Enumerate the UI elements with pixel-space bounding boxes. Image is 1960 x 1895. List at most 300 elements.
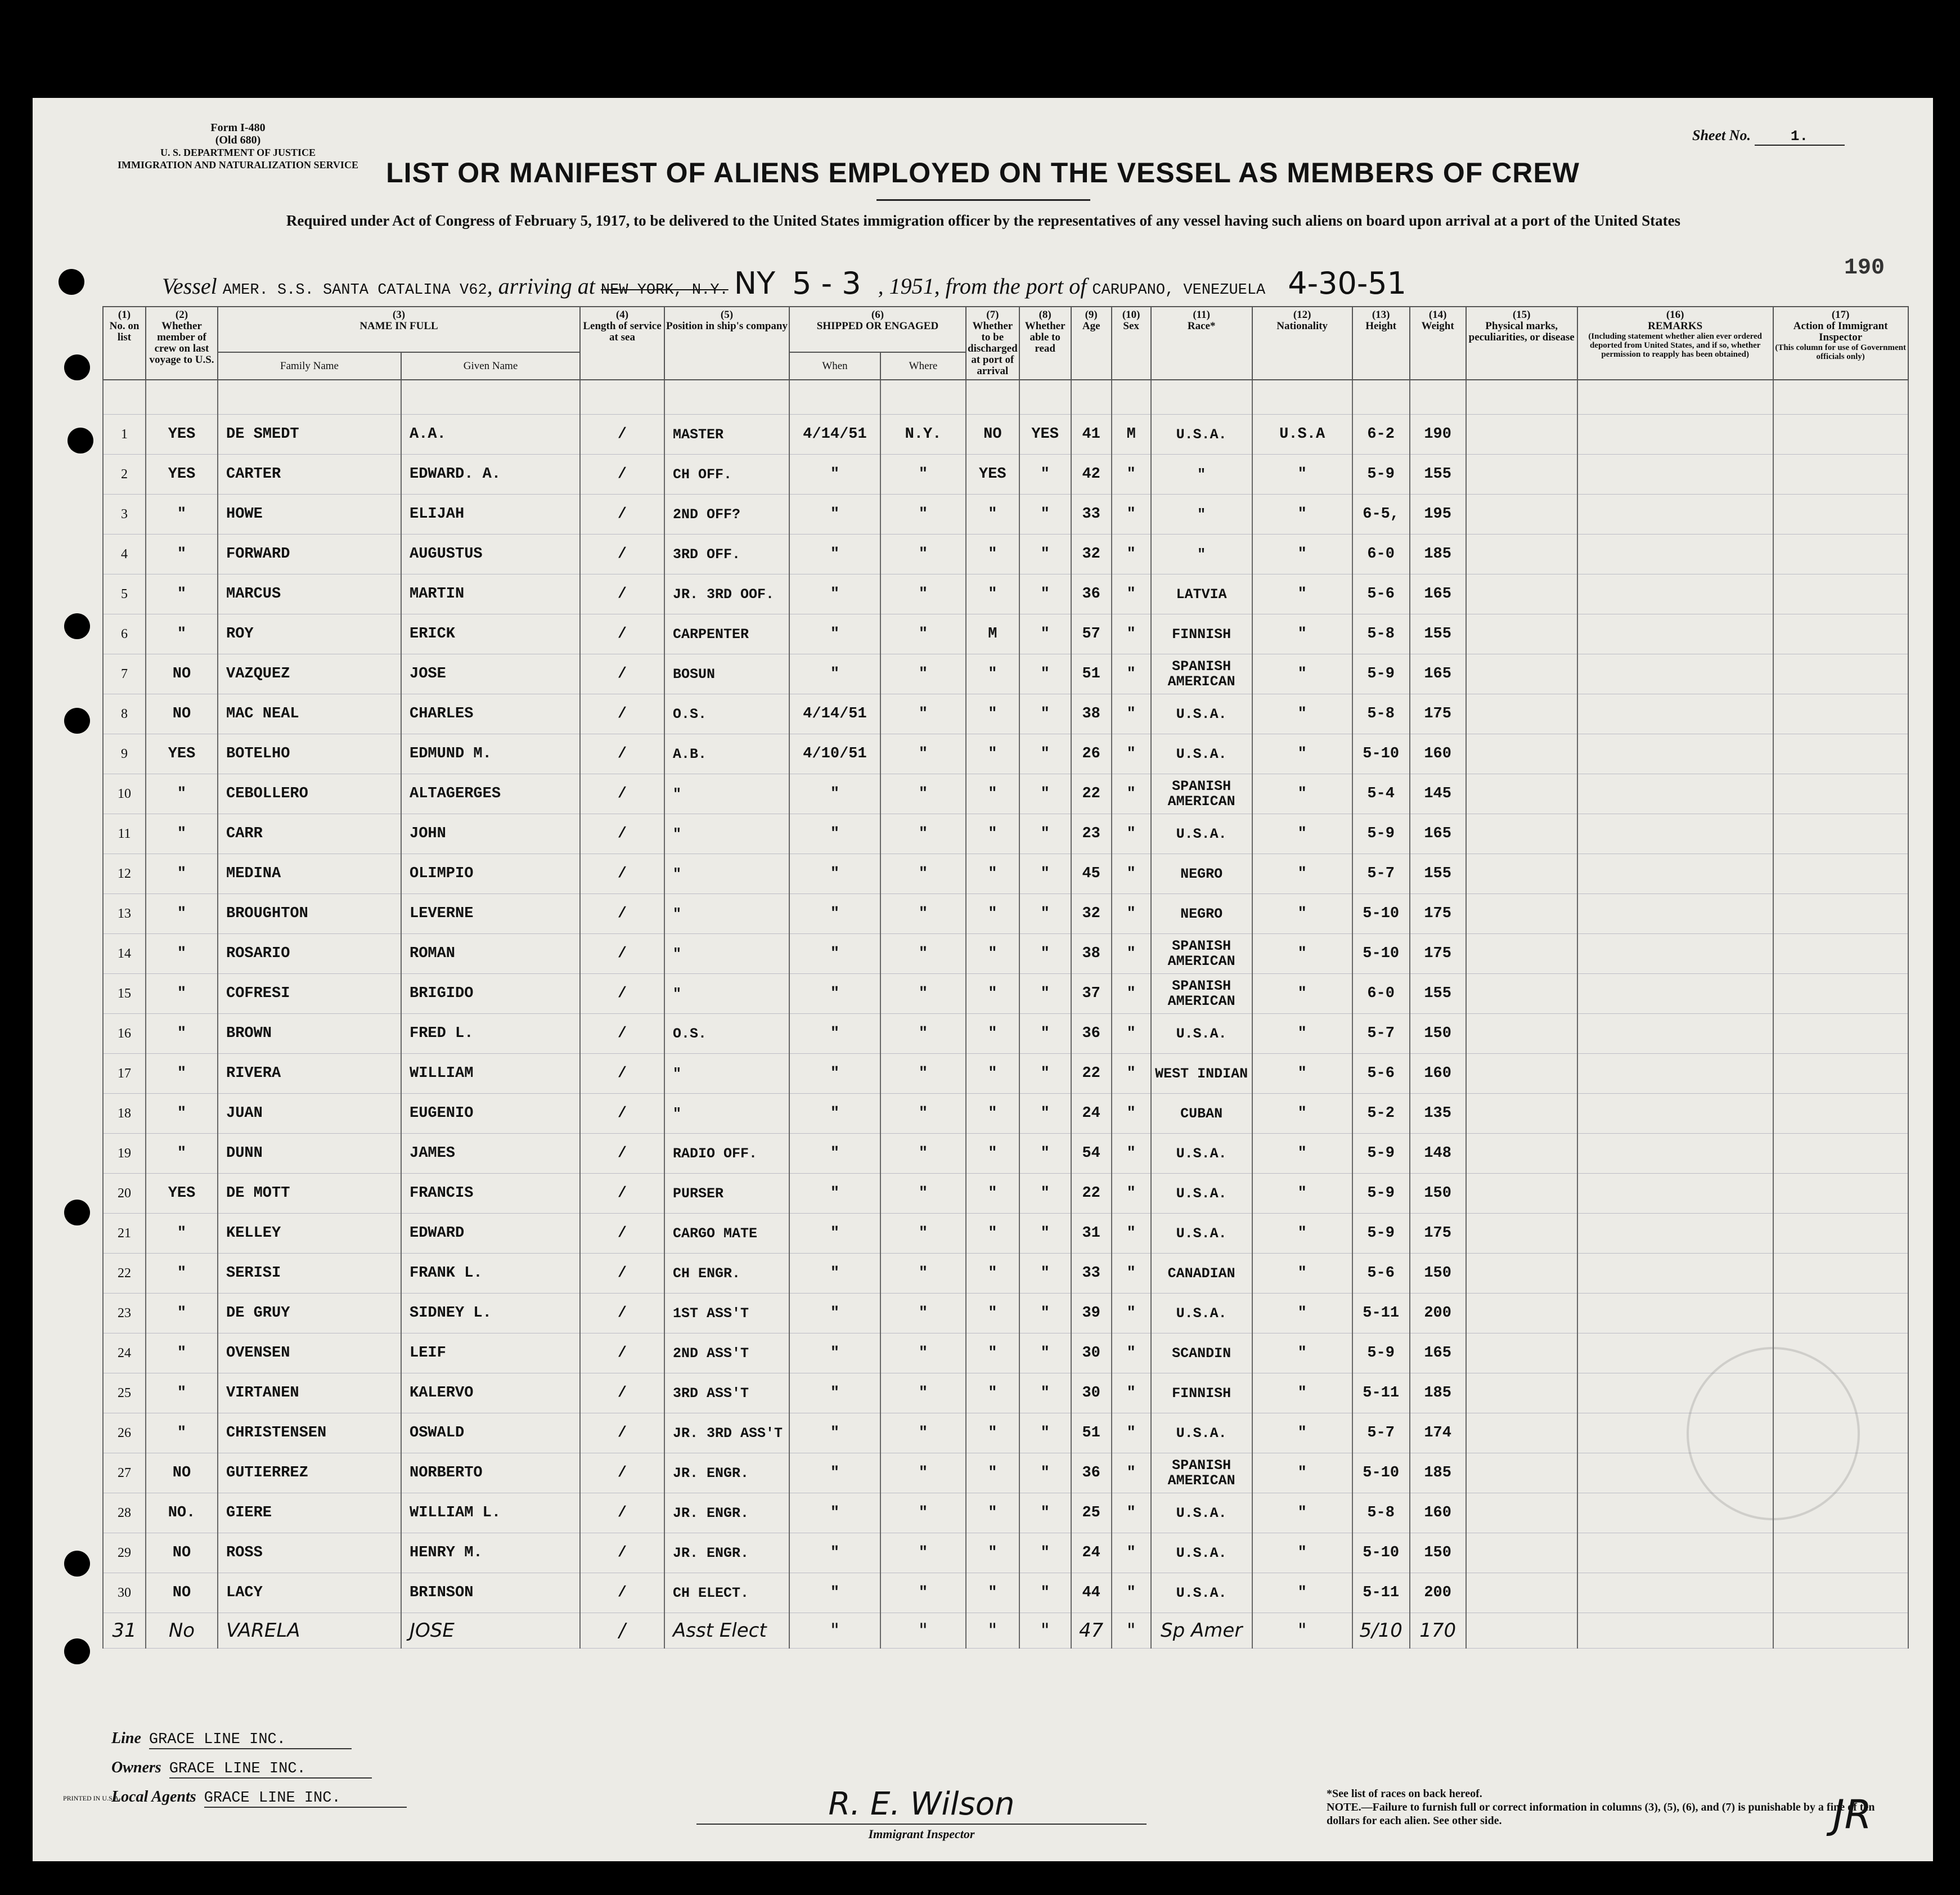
cell-nationality: " [1252, 1413, 1352, 1453]
table-row [103, 1254, 1908, 1294]
cell-position: " [664, 974, 789, 1014]
cell-given-name: WILLIAM L. [401, 1493, 580, 1533]
col-header-height: (13) Height [1352, 307, 1410, 380]
cell-service-length: / [580, 1054, 664, 1094]
cell-row-number: 27 [103, 1453, 146, 1493]
cell-service-length: / [580, 854, 664, 894]
cell-position: O.S. [664, 1014, 789, 1054]
cell-family-name: GUTIERREZ [218, 1453, 401, 1493]
table-row [103, 1413, 1908, 1453]
agents-label: Local Agents [111, 1788, 196, 1806]
manifest-sheet [33, 98, 1933, 1861]
cell-position: JR. ENGR. [664, 1453, 789, 1493]
cell-age: 33 [1071, 495, 1112, 535]
cell-height: 5-8 [1352, 614, 1410, 654]
cell-discharged: " [966, 734, 1019, 774]
inspector-signature: R. E. Wilson [828, 1786, 1015, 1822]
cell-given-name: FRANK L. [401, 1254, 580, 1294]
cell-weight: 175 [1410, 694, 1466, 734]
cell-position: " [664, 1094, 789, 1134]
cell-physical-marks [1466, 1573, 1577, 1613]
cell-given-name: BRINSON [401, 1573, 580, 1613]
cell-position: A.B. [664, 734, 789, 774]
cell-able-to-read: " [1019, 694, 1071, 734]
cell-shipped-where: " [880, 1094, 966, 1134]
cell-shipped-when: " [789, 814, 880, 854]
cell-able-to-read: " [1019, 614, 1071, 654]
cell-family-name: BROUGHTON [218, 894, 401, 934]
cell-able-to-read: " [1019, 1054, 1071, 1094]
col-header-no: (1) No. on list [103, 307, 146, 380]
cell-position: 2ND OFF? [664, 495, 789, 535]
cell-row-number: 17 [103, 1054, 146, 1094]
cell-age: 36 [1071, 574, 1112, 614]
cell-height: 5-8 [1352, 694, 1410, 734]
cell-age: 54 [1071, 1134, 1112, 1174]
cell-service-length: / [580, 894, 664, 934]
cell-given-name: A.A. [401, 415, 580, 455]
cell-family-name: ROY [218, 614, 401, 654]
cell-row-number: 14 [103, 934, 146, 974]
cell-given-name: OSWALD [401, 1413, 580, 1453]
col-header-where: Where [880, 352, 966, 380]
table-row [103, 1533, 1908, 1573]
cell-position: 3RD OFF. [664, 535, 789, 574]
cell-able-to-read: " [1019, 1453, 1071, 1493]
cell-remarks [1577, 854, 1773, 894]
cell-age: 44 [1071, 1573, 1112, 1613]
table-row [103, 774, 1908, 814]
table-row [103, 934, 1908, 974]
cell-age: 36 [1071, 1453, 1112, 1493]
cell-shipped-when: " [789, 495, 880, 535]
cell-sex: " [1112, 1214, 1151, 1254]
cell-race: NEGRO [1151, 854, 1252, 894]
cell-sex: " [1112, 1134, 1151, 1174]
cell-shipped-when: " [789, 535, 880, 574]
cell-shipped-when: " [789, 455, 880, 495]
cell-inspector-action [1773, 774, 1908, 814]
col-header-given-name: Given Name [401, 352, 580, 380]
cell-shipped-where: " [880, 1453, 966, 1493]
cell-sex: " [1112, 814, 1151, 854]
cell-shipped-when: " [789, 974, 880, 1014]
cell-height: 5-4 [1352, 774, 1410, 814]
cell-physical-marks [1466, 614, 1577, 654]
cell-height: 5-2 [1352, 1094, 1410, 1134]
cell-nationality: " [1252, 1333, 1352, 1373]
cell-shipped-where: " [880, 1413, 966, 1453]
cell-sex: " [1112, 734, 1151, 774]
cell-family-name: DE GRUY [218, 1294, 401, 1333]
cell-inspector-action [1773, 574, 1908, 614]
cell-nationality: " [1252, 1493, 1352, 1533]
cell-given-name: KALERVO [401, 1373, 580, 1413]
cell-nationality: " [1252, 614, 1352, 654]
cell-age: 45 [1071, 854, 1112, 894]
cell-sex: " [1112, 1413, 1151, 1453]
cell-race: U.S.A. [1151, 1174, 1252, 1214]
cell-service-length: / [580, 1094, 664, 1134]
cell-discharged: " [966, 894, 1019, 934]
cell-shipped-where: " [880, 535, 966, 574]
cell-weight: 135 [1410, 1094, 1466, 1134]
cell-inspector-action [1773, 415, 1908, 455]
cell-weight: 155 [1410, 614, 1466, 654]
cell-height: 5-9 [1352, 1174, 1410, 1214]
cell-service-length: / [580, 1573, 664, 1613]
cell-position: MASTER [664, 415, 789, 455]
cell-race: U.S.A. [1151, 694, 1252, 734]
cell-nationality: " [1252, 1214, 1352, 1254]
cell-row-number: 22 [103, 1254, 146, 1294]
cell-weight: 195 [1410, 495, 1466, 535]
cell-able-to-read: " [1019, 1014, 1071, 1054]
cell-age: 51 [1071, 1413, 1112, 1453]
cell-shipped-when: " [789, 1533, 880, 1573]
cell-physical-marks [1466, 974, 1577, 1014]
cell-shipped-where: " [880, 774, 966, 814]
cell-nationality: " [1252, 535, 1352, 574]
cell-inspector-action [1773, 535, 1908, 574]
cell-family-name: JUAN [218, 1094, 401, 1134]
col-header-read: (8) Whether able to read [1019, 307, 1071, 380]
cell-last-voyage: NO [146, 654, 218, 694]
cell-age: 26 [1071, 734, 1112, 774]
cell-last-voyage: NO [146, 694, 218, 734]
page-subtitle: Required under Act of Congress of February 5, 1917, to be delivered to the United States immigration officer by the representatives of any vessel having such aliens on board upon arrival at a port of the United States [286, 212, 1681, 229]
cell-position: " [664, 1054, 789, 1094]
cell-given-name: AUGUSTUS [401, 535, 580, 574]
cell-given-name: HENRY M. [401, 1533, 580, 1573]
cell-shipped-where: " [880, 1254, 966, 1294]
cell-sex: " [1112, 495, 1151, 535]
cell-remarks [1577, 1174, 1773, 1214]
cell-nationality: " [1252, 455, 1352, 495]
sheet-number-value: 1. [1755, 128, 1845, 146]
cell-position: CARGO MATE [664, 1214, 789, 1254]
cell-nationality: " [1252, 854, 1352, 894]
crew-rows [103, 380, 1908, 1649]
inspector-label: Immigrant Inspector [696, 1824, 1147, 1842]
cell-weight: 165 [1410, 654, 1466, 694]
cell-row-number: 12 [103, 854, 146, 894]
cell-weight: 175 [1410, 1214, 1466, 1254]
cell-inspector-action [1773, 854, 1908, 894]
cell-able-to-read: " [1019, 455, 1071, 495]
from-label: from the port of [945, 273, 1087, 299]
cell-shipped-where: " [880, 1054, 966, 1094]
cell-race: U.S.A. [1151, 1294, 1252, 1333]
cell-inspector-action [1773, 1254, 1908, 1294]
cell-height: 5-9 [1352, 455, 1410, 495]
table-row [103, 854, 1908, 894]
cell-sex: " [1112, 1533, 1151, 1573]
cell-shipped-when: " [789, 1613, 880, 1649]
cell-position: " [664, 894, 789, 934]
cell-remarks [1577, 1573, 1773, 1613]
cell-physical-marks [1466, 1094, 1577, 1134]
table-row [103, 574, 1908, 614]
cell-service-length: / [580, 1373, 664, 1413]
cell-remarks [1577, 535, 1773, 574]
cell-physical-marks [1466, 1294, 1577, 1333]
cell-inspector-action [1773, 1134, 1908, 1174]
cell-discharged: " [966, 934, 1019, 974]
cell-remarks [1577, 415, 1773, 455]
cell-row-number: 1 [103, 415, 146, 455]
cell-nationality: " [1252, 814, 1352, 854]
cell-weight: 160 [1410, 734, 1466, 774]
cell-row-number: 19 [103, 1134, 146, 1174]
cell-shipped-when: " [789, 1214, 880, 1254]
cell-inspector-action [1773, 654, 1908, 694]
cell-height: 5-9 [1352, 654, 1410, 694]
cell-weight: 155 [1410, 974, 1466, 1014]
arrival-date-handwritten: 5 - 3 [792, 266, 861, 301]
cell-age: 30 [1071, 1333, 1112, 1373]
cell-row-number: 7 [103, 654, 146, 694]
cell-family-name: COFRESI [218, 974, 401, 1014]
cell-nationality: " [1252, 734, 1352, 774]
table-row [103, 1214, 1908, 1254]
cell-discharged: " [966, 495, 1019, 535]
cell-inspector-action [1773, 1533, 1908, 1573]
cell-physical-marks [1466, 934, 1577, 974]
cell-shipped-where: " [880, 854, 966, 894]
cell-shipped-when: " [789, 894, 880, 934]
cell-shipped-when: " [789, 1413, 880, 1453]
cell-race: SPANISH AMERICAN [1151, 654, 1252, 694]
cell-position: Asst Elect [664, 1613, 789, 1649]
cell-sex: " [1112, 934, 1151, 974]
cell-age: 32 [1071, 535, 1112, 574]
cell-sex: " [1112, 774, 1151, 814]
cell-shipped-when: " [789, 654, 880, 694]
form-number: Form I-480 [210, 122, 266, 134]
cell-given-name: SIDNEY L. [401, 1294, 580, 1333]
cell-remarks [1577, 734, 1773, 774]
cell-shipped-where: " [880, 1294, 966, 1333]
cell-height: 6-2 [1352, 415, 1410, 455]
cell-family-name: DUNN [218, 1134, 401, 1174]
cell-last-voyage: " [146, 894, 218, 934]
cell-given-name: JOSE [401, 1613, 580, 1649]
cell-remarks [1577, 1094, 1773, 1134]
cell-able-to-read: YES [1019, 415, 1071, 455]
cell-race: U.S.A. [1151, 1493, 1252, 1533]
cell-race: FINNISH [1151, 1373, 1252, 1413]
faint-seal-stamp [1687, 1347, 1860, 1520]
cell-last-voyage: " [146, 814, 218, 854]
cell-able-to-read: " [1019, 574, 1071, 614]
cell-shipped-where: " [880, 734, 966, 774]
cell-shipped-when: " [789, 1373, 880, 1413]
cell-inspector-action [1773, 1214, 1908, 1254]
col-header-shipped: (6) SHIPPED OR ENGAGED [789, 307, 966, 352]
cell-sex: " [1112, 1294, 1151, 1333]
vessel-line [162, 266, 1917, 301]
cell-able-to-read: " [1019, 854, 1071, 894]
cell-shipped-where: " [880, 974, 966, 1014]
cell-race: U.S.A. [1151, 1573, 1252, 1613]
cell-able-to-read: " [1019, 1214, 1071, 1254]
col-header-age: (9) Age [1071, 307, 1112, 380]
cell-remarks [1577, 894, 1773, 934]
cell-weight: 174 [1410, 1413, 1466, 1453]
cell-remarks [1577, 694, 1773, 734]
cell-inspector-action [1773, 1613, 1908, 1649]
vessel-label: Vessel [162, 273, 217, 299]
table-row [103, 894, 1908, 934]
cell-physical-marks [1466, 415, 1577, 455]
cell-row-number: 6 [103, 614, 146, 654]
cell-shipped-when: " [789, 934, 880, 974]
cell-race: Sp Amer [1151, 1613, 1252, 1649]
table-row [103, 1094, 1908, 1134]
cell-row-number: 24 [103, 1333, 146, 1373]
cell-discharged: " [966, 1174, 1019, 1214]
cell-nationality: " [1252, 574, 1352, 614]
col-header-race: (11) Race* [1151, 307, 1252, 380]
cell-weight: 155 [1410, 455, 1466, 495]
cell-row-number: 25 [103, 1373, 146, 1413]
cell-last-voyage: NO [146, 1573, 218, 1613]
cell-height: 5-6 [1352, 1054, 1410, 1094]
cell-given-name: FRANCIS [401, 1174, 580, 1214]
cell-family-name: ROSS [218, 1533, 401, 1573]
cell-row-number: 30 [103, 1573, 146, 1613]
col-header-remarks: (16) REMARKS (Including statement whether alien ever ordered deported from United States, and if so, whether permission to reapply has been obtained) [1577, 307, 1773, 380]
table-row [103, 1333, 1908, 1373]
cell-discharged: " [966, 574, 1019, 614]
cell-weight: 160 [1410, 1054, 1466, 1094]
cell-able-to-read: " [1019, 535, 1071, 574]
cell-given-name: EUGENIO [401, 1094, 580, 1134]
cell-nationality: " [1252, 1613, 1352, 1649]
cell-able-to-read: " [1019, 1573, 1071, 1613]
cell-shipped-where: N.Y. [880, 415, 966, 455]
cell-family-name: HOWE [218, 495, 401, 535]
cell-shipped-where: " [880, 1134, 966, 1174]
cell-service-length: / [580, 415, 664, 455]
cell-inspector-action [1773, 934, 1908, 974]
punch-hole [64, 1638, 90, 1664]
cell-shipped-when: " [789, 1294, 880, 1333]
cell-sex: " [1112, 1373, 1151, 1413]
cell-sex: " [1112, 854, 1151, 894]
cell-last-voyage: " [146, 495, 218, 535]
agents-value: GRACE LINE INC. [204, 1790, 407, 1808]
cell-discharged: " [966, 654, 1019, 694]
cell-family-name: CARR [218, 814, 401, 854]
cell-physical-marks [1466, 1214, 1577, 1254]
cell-race: " [1151, 455, 1252, 495]
cell-last-voyage: " [146, 535, 218, 574]
handwritten-initials: JR [1833, 1791, 1872, 1838]
cell-height: 6-5, [1352, 495, 1410, 535]
cell-physical-marks [1466, 1054, 1577, 1094]
col-header-service-length: (4) Length of service at sea [580, 307, 664, 380]
owners-label: Owners [111, 1759, 161, 1776]
cell-weight: 185 [1410, 1453, 1466, 1493]
table-row [103, 415, 1908, 455]
cell-age: 38 [1071, 934, 1112, 974]
title-underline [876, 199, 1090, 201]
table-row [103, 694, 1908, 734]
table-row [103, 1613, 1908, 1649]
cell-service-length: / [580, 1613, 664, 1649]
cell-position: CARPENTER [664, 614, 789, 654]
cell-shipped-when: " [789, 574, 880, 614]
cell-height: 5-6 [1352, 1254, 1410, 1294]
cell-discharged: " [966, 814, 1019, 854]
cell-position: JR. 3RD ASS'T [664, 1413, 789, 1453]
cell-able-to-read: " [1019, 1413, 1071, 1453]
cell-row-number: 10 [103, 774, 146, 814]
cell-position: CH ELECT. [664, 1573, 789, 1613]
cell-physical-marks [1466, 734, 1577, 774]
table-row [103, 455, 1908, 495]
cell-last-voyage: " [146, 1054, 218, 1094]
cell-remarks [1577, 974, 1773, 1014]
cell-given-name: EDWARD [401, 1214, 580, 1254]
cell-position: " [664, 934, 789, 974]
table-row [103, 1174, 1908, 1214]
cell-age: 22 [1071, 774, 1112, 814]
departure-port: CARUPANO, VENEZUELA [1092, 282, 1266, 299]
cell-age: 51 [1071, 654, 1112, 694]
cell-age: 33 [1071, 1254, 1112, 1294]
cell-age: 24 [1071, 1094, 1112, 1134]
cell-shipped-when: 4/10/51 [789, 734, 880, 774]
col-header-weight: (14) Weight [1410, 307, 1466, 380]
cell-race: U.S.A. [1151, 1533, 1252, 1573]
cell-family-name: CHRISTENSEN [218, 1413, 401, 1453]
col-header-inspector-action: (17) Action of Immigrant Inspector (This column for use of Government officials only) [1773, 307, 1908, 380]
page-stamp-number: 190 [1844, 255, 1885, 281]
cell-given-name: ERICK [401, 614, 580, 654]
cell-given-name: NORBERTO [401, 1453, 580, 1493]
footnote-races: *See list of races on back hereof. [1327, 1788, 1482, 1800]
cell-given-name: CHARLES [401, 694, 580, 734]
cell-nationality: " [1252, 495, 1352, 535]
cell-family-name: RIVERA [218, 1054, 401, 1094]
cell-race: U.S.A. [1151, 1134, 1252, 1174]
table-row [103, 495, 1908, 535]
cell-nationality: " [1252, 1054, 1352, 1094]
cell-discharged: " [966, 1094, 1019, 1134]
cell-discharged: " [966, 1134, 1019, 1174]
cell-age: 37 [1071, 974, 1112, 1014]
cell-family-name: BOTELHO [218, 734, 401, 774]
cell-age: 47 [1071, 1613, 1112, 1649]
cell-race: SCANDIN [1151, 1333, 1252, 1373]
cell-shipped-where: " [880, 1014, 966, 1054]
cell-shipped-where: " [880, 1373, 966, 1413]
cell-remarks [1577, 1294, 1773, 1333]
cell-service-length: / [580, 455, 664, 495]
crew-table [102, 306, 1909, 1649]
cell-shipped-where: " [880, 574, 966, 614]
cell-remarks [1577, 495, 1773, 535]
cell-service-length: / [580, 1413, 664, 1453]
cell-row-number: 18 [103, 1094, 146, 1134]
cell-given-name: ELIJAH [401, 495, 580, 535]
cell-row-number: 16 [103, 1014, 146, 1054]
cell-sex: " [1112, 614, 1151, 654]
cell-age: 23 [1071, 814, 1112, 854]
